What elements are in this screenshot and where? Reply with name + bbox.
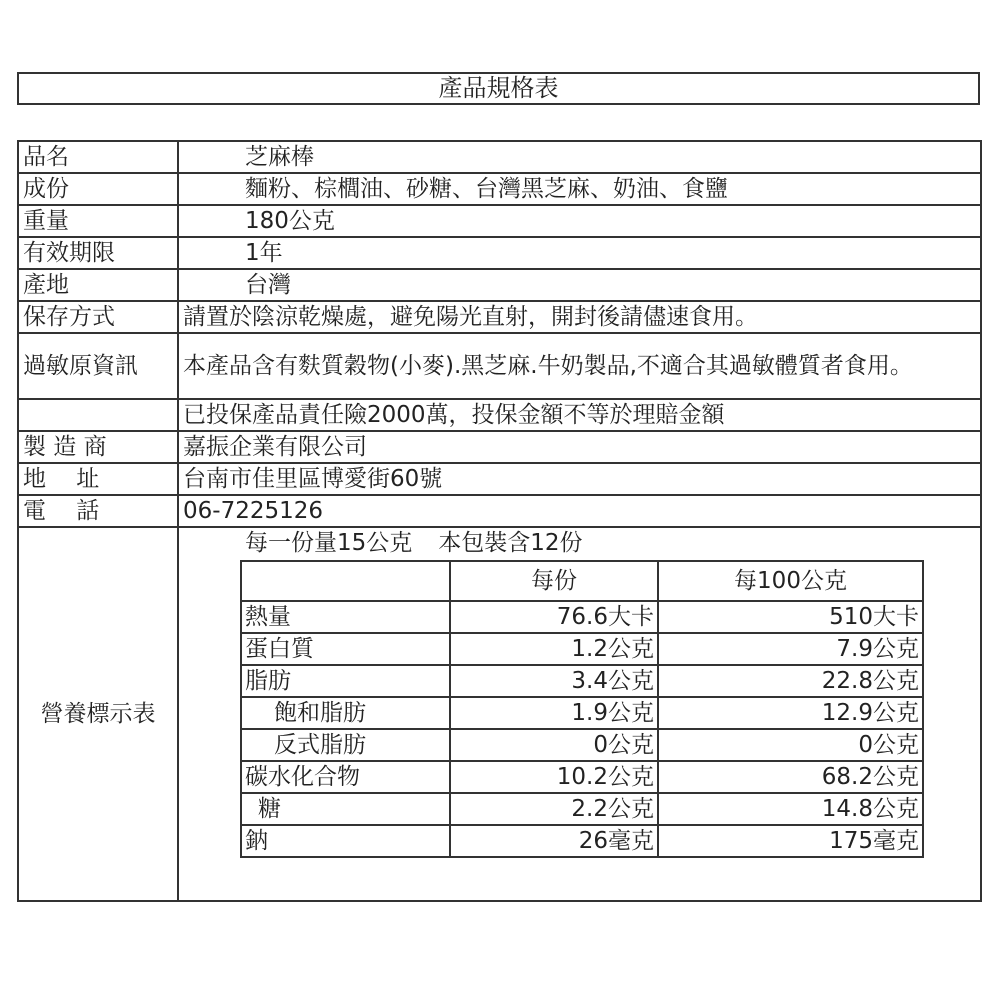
spec-row-allergen (18, 333, 981, 399)
nutrient-name: 糖 (241, 793, 450, 825)
per-serving-value: 2.2公克 (450, 793, 658, 825)
per-serving-value: 0公克 (450, 729, 658, 761)
nutrient-name: 脂肪 (241, 665, 450, 697)
per-serving-value: 76.6大卡 (450, 601, 658, 633)
per-100g-value: 68.2公克 (658, 761, 923, 793)
spec-label: 有效期限 (18, 237, 178, 269)
nutrition-header: 每100公克 (658, 561, 923, 601)
nutrient-name: 碳水化合物 (241, 761, 450, 793)
per-100g-value: 14.8公克 (658, 793, 923, 825)
page-title: 產品規格表 (17, 72, 980, 105)
spec-row-origin (18, 269, 981, 301)
spec-label: 保存方式 (18, 301, 178, 333)
spec-row-phone (18, 495, 981, 527)
spec-row-insurance (18, 399, 981, 431)
serving-size: 每一份量15公克 (245, 530, 413, 556)
spec-row-nutrition (18, 527, 981, 901)
spec-value: 本產品含有麩質穀物(小麥).黑芝麻.牛奶製品,不適合其過敏體質者食用。 (178, 333, 981, 399)
nutrition-row (241, 761, 923, 793)
spec-label: 產地 (18, 269, 178, 301)
nutrient-name: 熱量 (241, 601, 450, 633)
spec-label: 重量 (18, 205, 178, 237)
nutrient-name: 鈉 (241, 825, 450, 857)
servings-per-package: 本包裝含12份 (438, 530, 583, 556)
per-serving-value: 10.2公克 (450, 761, 658, 793)
per-100g-value: 175毫克 (658, 825, 923, 857)
per-serving-value: 26毫克 (450, 825, 658, 857)
nutrition-row (241, 601, 923, 633)
per-100g-value: 0公克 (658, 729, 923, 761)
nutrition-row (241, 697, 923, 729)
spec-value: 180公克 (178, 205, 981, 237)
spec-label: 地 址 (18, 463, 178, 495)
nutrient-name: 飽和脂肪 (241, 697, 450, 729)
spec-value: 已投保產品責任險2000萬，投保金額不等於理賠金額 (178, 399, 981, 431)
nutrition-row (241, 825, 923, 857)
spec-value: 芝麻棒 (178, 141, 981, 173)
per-serving-value: 3.4公克 (450, 665, 658, 697)
spec-label (18, 399, 178, 431)
nutrition-label: 營養標示表 (18, 527, 178, 901)
spec-row-address (18, 463, 981, 495)
spec-label: 品名 (18, 141, 178, 173)
spec-label: 過敏原資訊 (18, 333, 178, 399)
nutrition-cell (178, 527, 981, 901)
per-100g-value: 12.9公克 (658, 697, 923, 729)
per-serving-value: 1.2公克 (450, 633, 658, 665)
spec-row-storage (18, 301, 981, 333)
nutrition-header: 每份 (450, 561, 658, 601)
spec-label: 製 造 商 (18, 431, 178, 463)
per-100g-value: 7.9公克 (658, 633, 923, 665)
nutrition-header (241, 561, 450, 601)
product-spec-table (17, 140, 982, 902)
nutrient-name: 蛋白質 (241, 633, 450, 665)
spec-row-weight (18, 205, 981, 237)
spec-row-ingredients (18, 173, 981, 205)
per-100g-value: 22.8公克 (658, 665, 923, 697)
spec-value: 台灣 (178, 269, 981, 301)
per-100g-value: 510大卡 (658, 601, 923, 633)
spec-value: 1年 (178, 237, 981, 269)
spec-value: 嘉振企業有限公司 (178, 431, 981, 463)
spec-row-name (18, 141, 981, 173)
spec-label: 成份 (18, 173, 178, 205)
spec-value: 請置於陰涼乾燥處，避免陽光直射，開封後請儘速食用。 (178, 301, 981, 333)
spec-value: 台南市佳里區博愛街60號 (178, 463, 981, 495)
spec-label: 電 話 (18, 495, 178, 527)
spec-value: 麵粉、棕櫚油、砂糖、台灣黑芝麻、奶油、食鹽 (178, 173, 981, 205)
serving-info (245, 528, 609, 558)
nutrition-row (241, 793, 923, 825)
nutrition-row (241, 665, 923, 697)
nutrition-header-row (241, 561, 923, 601)
nutrition-row (241, 633, 923, 665)
spec-row-manufacturer (18, 431, 981, 463)
nutrition-table (240, 560, 924, 858)
per-serving-value: 1.9公克 (450, 697, 658, 729)
nutrition-row (241, 729, 923, 761)
nutrient-name: 反式脂肪 (241, 729, 450, 761)
spec-value: 06-7225126 (178, 495, 981, 527)
spec-row-shelf-life (18, 237, 981, 269)
